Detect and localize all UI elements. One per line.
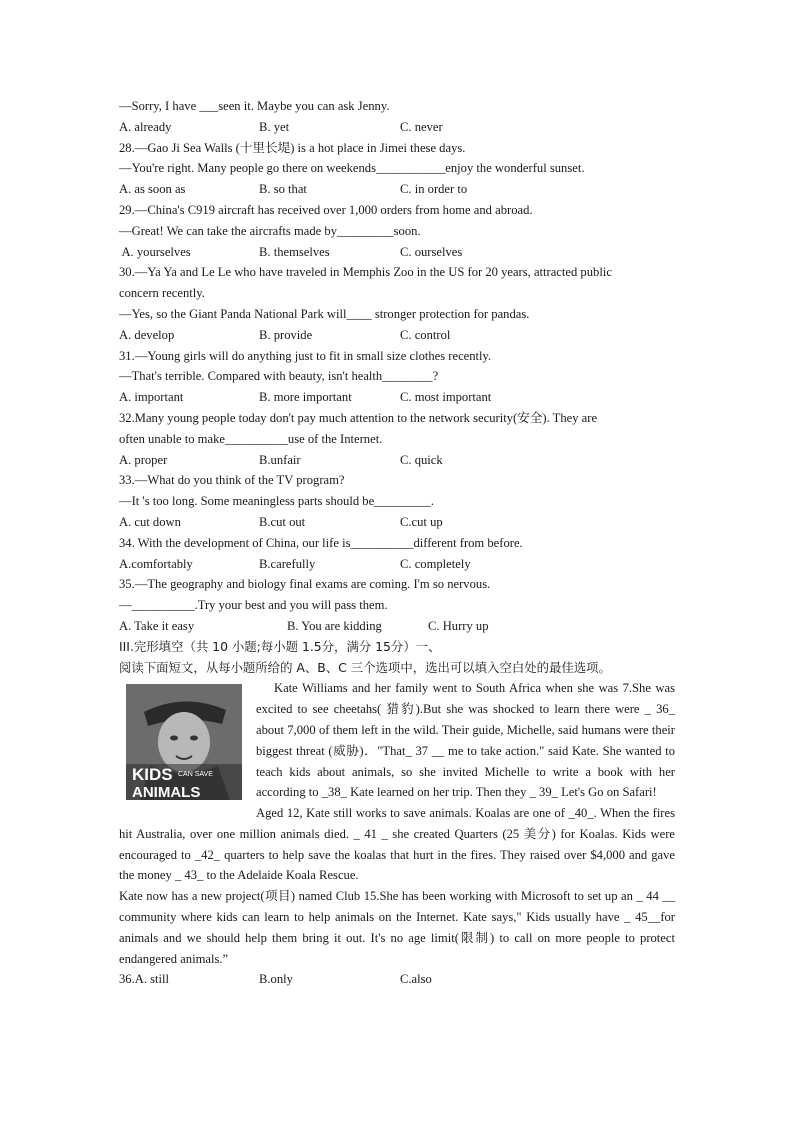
- option-c: C.cut up: [400, 514, 443, 529]
- q29-options: [119, 242, 675, 263]
- q27-options: [119, 117, 675, 138]
- q28-options: [119, 179, 675, 200]
- option-a: A. Take it easy: [119, 618, 195, 633]
- kids-can-save-animals-book-cover-image: [126, 684, 242, 800]
- option-a: A.comfortably: [119, 556, 193, 571]
- option-b: B.cut out: [259, 514, 306, 529]
- q32-options: [119, 450, 675, 471]
- q27-reply: —Sorry, I have ___seen it. Maybe you can ask Jenny.: [119, 99, 390, 113]
- passage-paragraph-3: Kate now has a new project(项目) named Club 15.She has been working with Microsoft to set up an _ 44 __ community where kids can learn to help animals on the Internet. Kate says," Kids usually have _ 45__for animals and we should help them bring it out. It's no age limit(限制) to call on more people to protect endangered animals.”: [119, 889, 675, 966]
- option-a: A. as soon as: [119, 182, 186, 197]
- option-b: B. more important: [259, 390, 352, 405]
- option-b: B.unfair: [259, 452, 301, 467]
- q32-prompt: 32.Many young people today don't pay much attention to the network security(安全). They are: [119, 410, 598, 425]
- option-c: C.also: [400, 972, 432, 987]
- option-a: A. yourselves: [119, 244, 191, 259]
- q30-reply: —Yes, so the Giant Panda National Park will____ stronger protection for pandas.: [119, 306, 530, 321]
- option-b: B.carefully: [259, 556, 316, 571]
- q33-prompt: 33.—What do you think of the TV program?: [119, 473, 345, 488]
- passage-paragraph-2: Aged 12, Kate still works to save animals. Koalas are one of _40_. When the fires hit Australia, over one million animals died. _ 41 _ she created Quarters (25 美分) for Koalas. Kids were encouraged to _42_ quarters to help save the koalas that hurt in the fires. They raised over $4,000 and gave the money _ 43_ to the Adelaide Koala Rescue.: [119, 806, 675, 883]
- option-c: C. quick: [400, 452, 443, 467]
- cover-title-animals: ANIMALS: [132, 784, 201, 801]
- option-c: C. in order to: [400, 182, 468, 197]
- q35-options: [119, 616, 675, 637]
- q34-prompt: 34. With the development of China, our life is__________different from before.: [119, 535, 523, 550]
- option-c: C. completely: [400, 556, 471, 571]
- section-3-instructions: 阅读下面短文，从每小题所给的 A、B、C 三个选项中，选出可以填入空白处的最佳选项。: [119, 659, 611, 675]
- q36-options: [119, 969, 675, 990]
- option-b: B.only: [259, 972, 293, 987]
- passage-paragraph-1: Kate Williams and her family went to South Africa when she was 7.She was excited to see cheetahs( 猎豹).But she was shocked to learn there were _ 36_ about 7,000 of them left in the wild. Their guide, Michelle, said humans were their biggest threat (威胁)．"That_ 37 __ me to take action." said Kate. She wanted to teach kids about animals, so she invited Michelle to write a book with her according to _38_ Kate learned on her trip. Then they _ 39_ Let's Go on Safari!: [256, 681, 675, 800]
- q30-prompt-cont: concern recently.: [119, 286, 205, 301]
- option-c: C. control: [400, 327, 451, 342]
- cloze-passage: [119, 678, 675, 969]
- q29-reply: —Great! We can take the aircrafts made by_________soon.: [119, 223, 421, 238]
- q35-reply: —__________.Try your best and you will pass them.: [119, 598, 388, 613]
- option-a: A. important: [119, 390, 184, 405]
- option-a: A. already: [119, 119, 172, 134]
- q33-options: [119, 512, 675, 533]
- section-3-heading: III.完形填空（共 10 小题;每小题 1.5分，满分 15分）一、: [119, 638, 441, 654]
- option-b: B. so that: [259, 182, 307, 197]
- exam-page: [119, 96, 675, 990]
- q30-prompt: 30.—Ya Ya and Le Le who have traveled in Memphis Zoo in the US for 20 years, attracted public: [119, 265, 612, 280]
- q31-reply: —That's terrible. Compared with beauty, isn't health________?: [119, 369, 439, 384]
- option-b: B. provide: [259, 327, 313, 342]
- q29-prompt: 29.—China's C919 aircraft has received over 1,000 orders from home and abroad.: [119, 202, 533, 217]
- book-cover-illustration: [126, 684, 242, 800]
- q33-reply: —It 's too long. Some meaningless parts should be_________.: [119, 494, 434, 509]
- option-c: C. most important: [400, 390, 492, 405]
- cover-title-can-save: CAN SAVE: [178, 771, 213, 779]
- q28-prompt: 28.—Gao Ji Sea Walls (十里长堤) is a hot place in Jimei these days.: [119, 140, 466, 155]
- option-c: C. ourselves: [400, 244, 463, 259]
- q28-reply: —You're right. Many people go there on weekends___________enjoy the wonderful sunset.: [119, 161, 585, 176]
- q31-options: [119, 387, 675, 408]
- option-a: 36.A. still: [119, 972, 170, 987]
- q31-prompt: 31.—Young girls will do anything just to fit in small size clothes recently.: [119, 348, 492, 363]
- option-b: B. themselves: [259, 244, 330, 259]
- option-b: B. yet: [259, 119, 290, 134]
- option-c: C. Hurry up: [428, 618, 489, 633]
- q30-options: [119, 325, 675, 346]
- option-b: B. You are kidding: [287, 618, 382, 633]
- cover-title-kids: KIDS: [132, 765, 173, 785]
- q35-prompt: 35.—The geography and biology final exams are coming. I'm so nervous.: [119, 577, 491, 592]
- option-a: A. proper: [119, 452, 168, 467]
- q32-prompt-cont: often unable to make__________use of the Internet.: [119, 431, 383, 446]
- q34-options: [119, 554, 675, 575]
- option-a: A. cut down: [119, 514, 181, 529]
- option-a: A. develop: [119, 327, 175, 342]
- option-c: C. never: [400, 119, 443, 134]
